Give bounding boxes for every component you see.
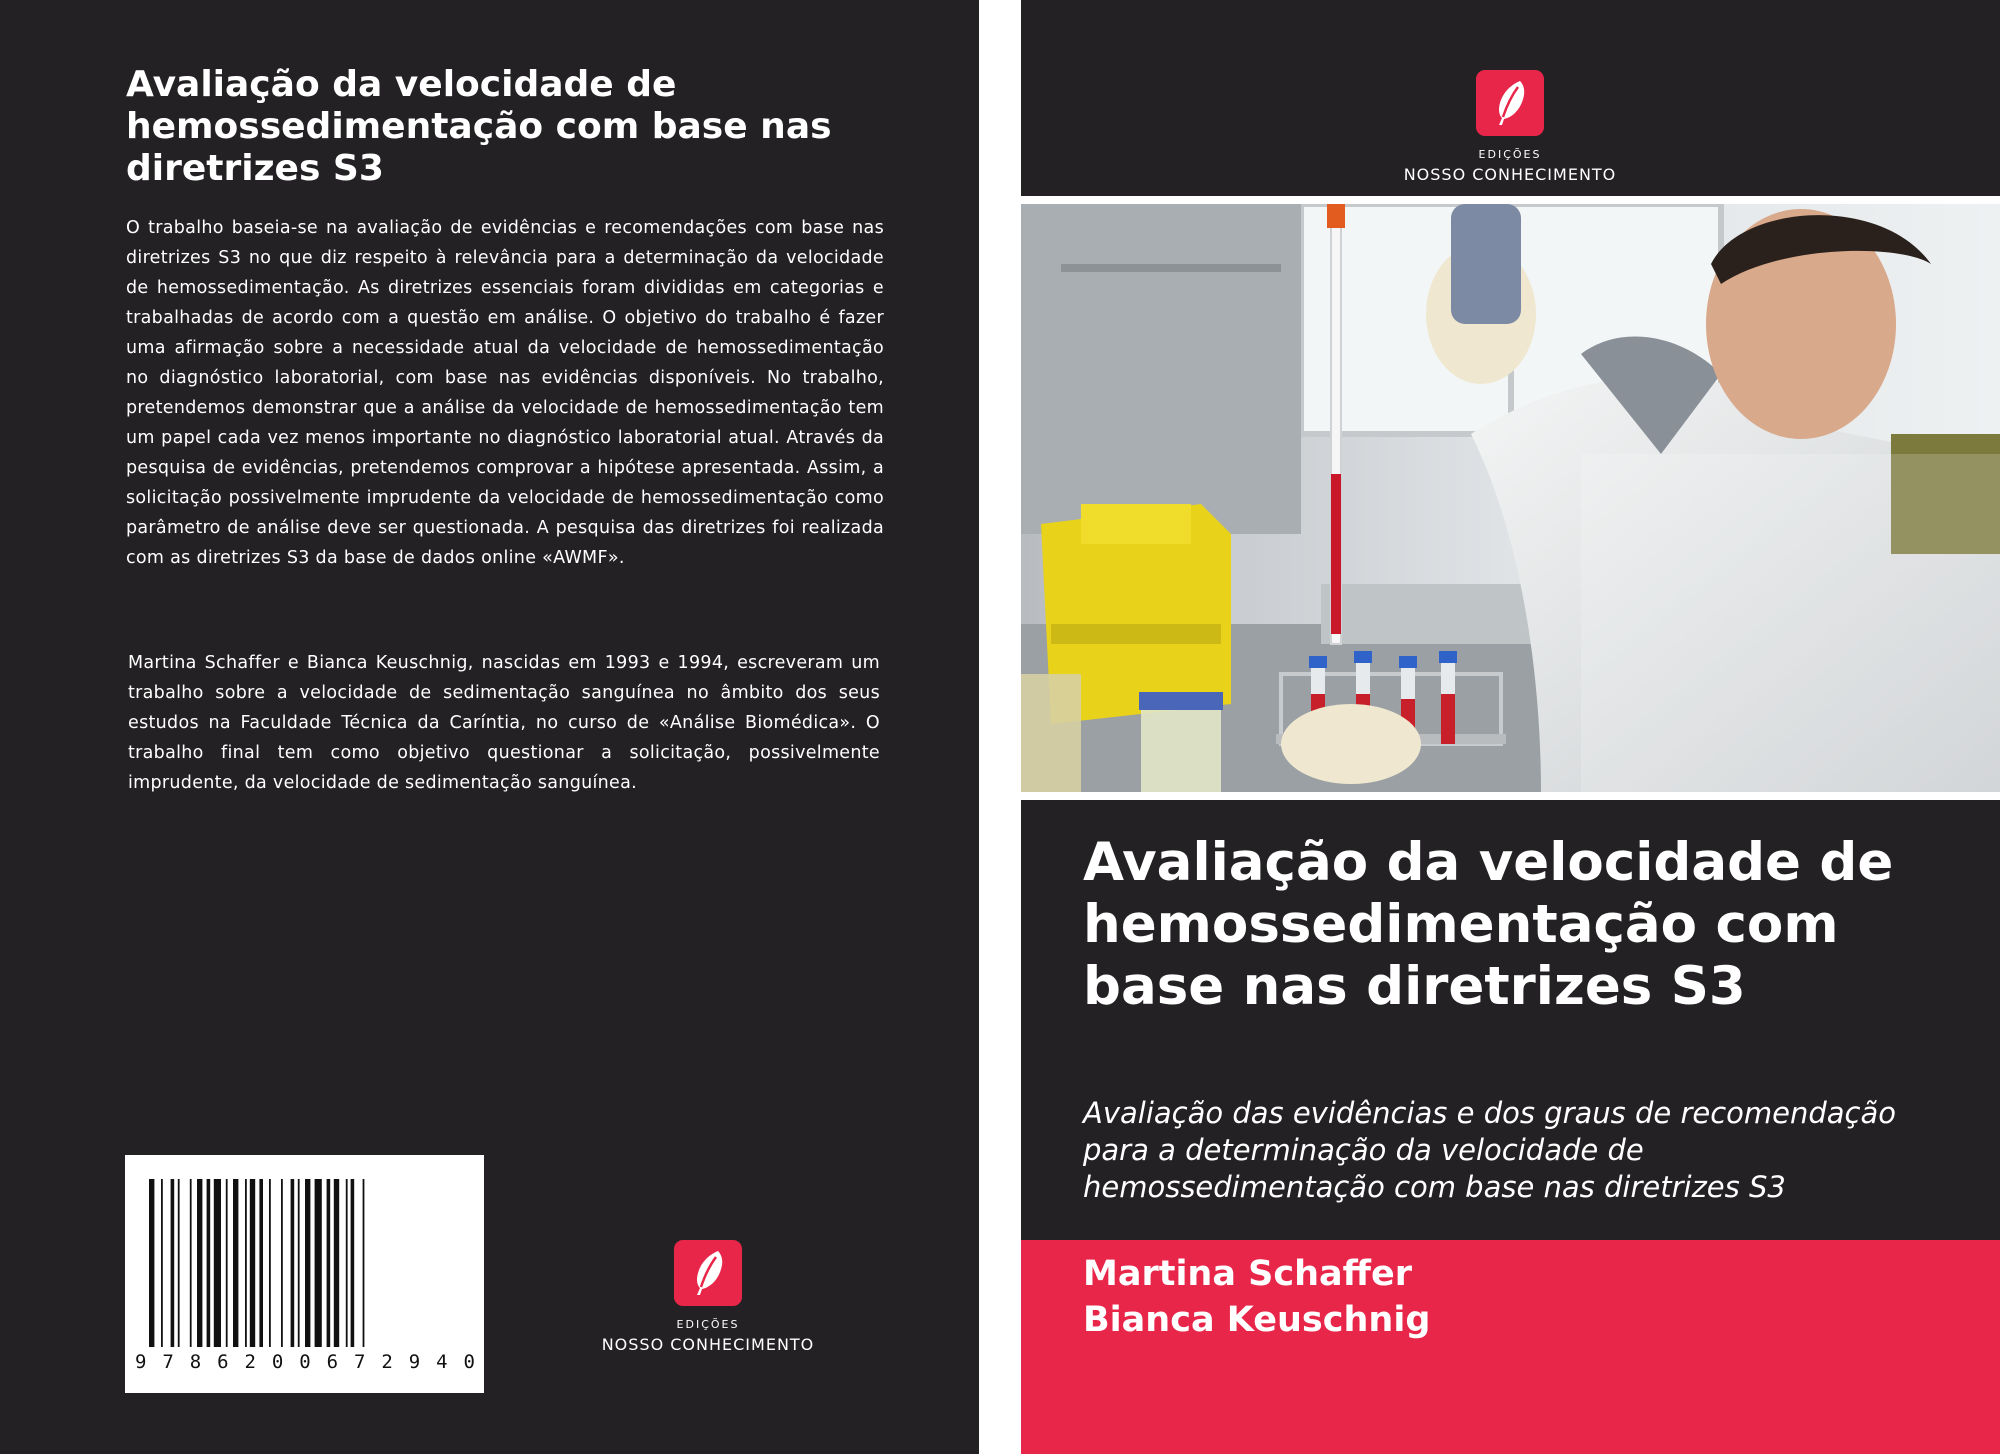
barcode-digit: 7 xyxy=(354,1351,366,1373)
barcode-digit: 2 xyxy=(244,1351,256,1373)
barcode-digit: 6 xyxy=(326,1351,339,1373)
barcode-digit: 7 xyxy=(162,1351,174,1373)
lab-scientist-pipette-image xyxy=(1021,204,2000,792)
feather-quill-icon xyxy=(1490,79,1530,127)
back-cover-summary: O trabalho baseia-se na avaliação de evidências e recomendações com base nas diretrizes S3 no que diz respeito à relevância para a determinação da velocidade de hemossedimentação. As diretrizes essenciais foram divididas em categorias e trabalhadas de acordo com a questão em análise. O objetivo do trabalho é fazer uma afirmação sobre a necessidade atual da velocidade de hemossedimentação no diagnóstico laboratorial, com base nas evidências disponíveis. No trabalho, pretendemos demonstrar que a análise da velocidade de hemossedimentação tem um papel cada vez menos importante no diagnóstico laboratorial atual. Através da pesquisa de evidências, pretendemos comprovar a hipótese apresentada. Assim, a solicitação possivelmente imprudente da velocidade de hemossedimentação como parâmetro de análise deve ser questionada. A pesquisa das diretrizes foi realizada com as diretrizes S3 da base de dados online «AWMF». xyxy=(126,218,884,568)
publisher-logo-back xyxy=(558,1240,858,1354)
barcode-digit: 9 xyxy=(408,1351,421,1373)
front-cover-title: Avaliação da velocidade de hemossedimentação com base nas diretrizes S3 xyxy=(1083,832,1894,1017)
barcode-digit: 0 xyxy=(271,1351,284,1373)
barcode-digits xyxy=(135,1351,475,1373)
publisher-badge xyxy=(1476,70,1544,136)
publisher-name: NOSSO CONHECIMENTO xyxy=(601,1335,815,1354)
publisher-badge xyxy=(674,1240,742,1306)
isbn-barcode xyxy=(125,1155,484,1393)
barcode-digit: 4 xyxy=(436,1351,448,1373)
barcode-digit: 6 xyxy=(217,1351,229,1373)
barcode-bars-icon xyxy=(125,1155,484,1351)
publisher-name: NOSSO CONHECIMENTO xyxy=(1403,165,1617,184)
publisher-small-label: EDIÇÕES xyxy=(676,1318,740,1331)
publisher-small-label: EDIÇÕES xyxy=(1478,148,1542,161)
lab-photo xyxy=(1021,204,2000,792)
publisher-logo-front xyxy=(1360,70,1660,184)
feather-quill-icon xyxy=(688,1249,728,1297)
author-biography: Martina Schaffer e Bianca Keuschnig, nascidas em 1993 e 1994, escreveram um trabalho sobre a velocidade de sedimentação sanguínea no âmbito dos seus estudos na Faculdade Técnica da Caríntia, no curso de «Análise Biomédica». O trabalho final tem como objetivo questionar a solicitação, possivelmente imprudente, da velocidade de sedimentação sanguínea. xyxy=(128,653,880,793)
front-cover-header xyxy=(1021,0,2000,196)
barcode-digit: 0 xyxy=(299,1351,311,1373)
barcode-digit: 2 xyxy=(381,1351,393,1373)
back-cover-title: Avaliação da velocidade de hemossedimentação com base nas diretrizes S3 xyxy=(126,64,832,189)
barcode-digit: 8 xyxy=(189,1351,202,1373)
barcode-digit: 0 xyxy=(463,1351,475,1373)
front-cover-subtitle: Avaliação das evidências e dos graus de recomendação para a determinação da velocidade de hemossedimentação com base nas diretrizes S3 xyxy=(1083,1096,1897,1204)
back-cover xyxy=(0,0,979,1454)
barcode-digit: 9 xyxy=(135,1351,147,1373)
author-name-1: Martina Schaffer xyxy=(1083,1254,1412,1294)
spine-gap xyxy=(979,0,1021,1454)
author-name-2: Bianca Keuschnig xyxy=(1083,1300,1431,1340)
